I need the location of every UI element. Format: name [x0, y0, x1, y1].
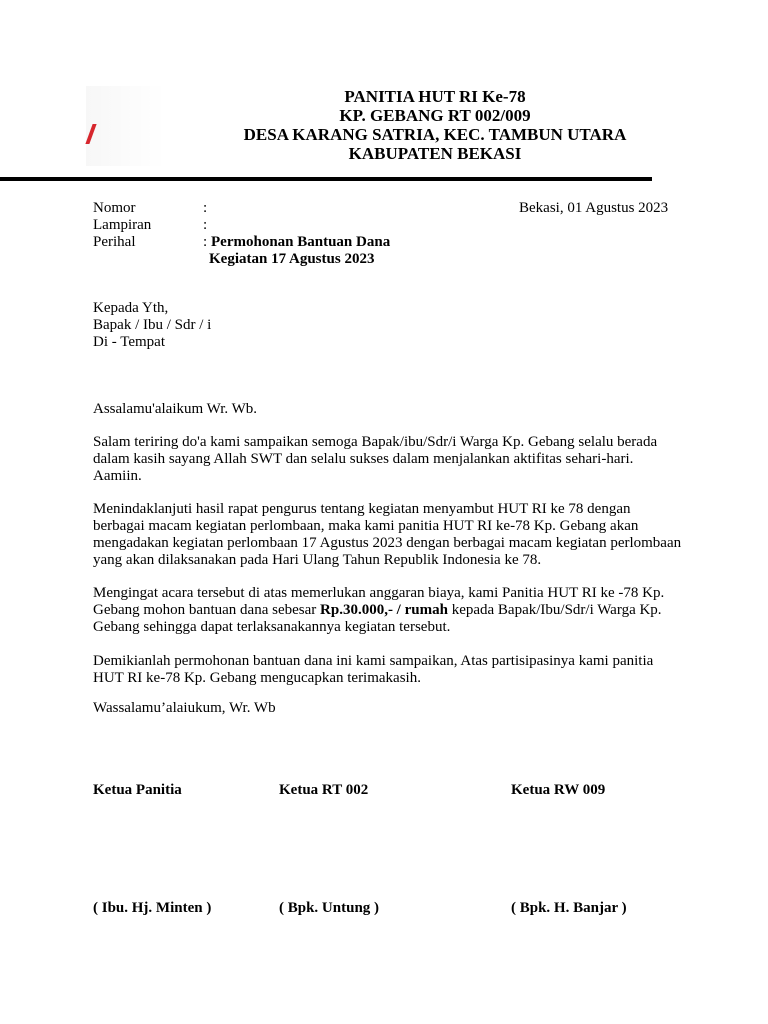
signature-name-rw: ( Bpk. H. Banjar ) [511, 900, 627, 916]
letterhead-line-3: DESA KARANG SATRIA, KEC. TAMBUN UTARA [243, 125, 627, 144]
logo-mark-icon [85, 124, 106, 144]
meta-lampiran [93, 217, 211, 234]
letterhead-line-1: PANITIA HUT RI Ke-78 [344, 87, 526, 106]
meta-perihal-cont [209, 251, 374, 268]
letterhead-line-2: KP. GEBANG RT 002/009 [339, 106, 531, 125]
meta-nomor [93, 200, 211, 217]
greeting: Assalamu'alaikum Wr. Wb. [93, 401, 258, 417]
perihal-line-1: Permohonan Bantuan Dana [211, 234, 391, 250]
nomor-colon: : [203, 200, 208, 216]
letterhead [200, 87, 670, 163]
paragraph-2: Menindaklanjuti hasil rapat pengurus tentang kegiatan menyambut HUT RI ke 78 dengan berbagai macam kegiatan perlombaan, maka kami panitia HUT RI ke-78 Kp. Gebang akan mengadakan kegiatan perlombaan 17 Agustus 2023 dengan berbagai macam kegiatan perlombaan yang akan dilaksanakan pada Hari Ulang Tahun Republik Indonesia ke 78. [93, 501, 682, 568]
signature-title-panitia: Ketua Panitia [93, 782, 182, 798]
letterhead-divider [0, 177, 652, 181]
signature-name-rt: ( Bpk. Untung ) [279, 900, 380, 916]
paragraph-4: Demikianlah permohonan bantuan dana ini kami sampaikan, Atas partisipasinya kami panitia HUT RI ke-78 Kp. Gebang mengucapkan terimakasih. [93, 653, 654, 686]
recipient-line-2: Bapak / Ibu / Sdr / i [93, 317, 212, 333]
letterhead-line-4: KABUPATEN BEKASI [348, 144, 522, 163]
paragraph-1: Salam teriring do'a kami sampaikan semoga Bapak/ibu/Sdr/i Warga Kp. Gebang selalu berada dalam kasih sayang Allah SWT dan selalu sukses dalam menjalankan aktifitas sehari-hari. Aamiin. [93, 434, 658, 484]
signature-title-rw: Ketua RW 009 [511, 782, 606, 798]
perihal-line-2: Kegiatan 17 Agustus 2023 [209, 251, 375, 267]
recipient-line-3: Di - Tempat [93, 334, 165, 350]
perihal-colon: : [203, 234, 208, 250]
paragraph-3-text-a: Mengingat acara tersebut di atas memerlukan anggaran biaya, kami Panitia HUT RI ke -78 Kp. Gebang mohon bantuan dana sebesar [93, 585, 665, 618]
signature-title-rt: Ketua RT 002 [279, 782, 369, 798]
nomor-label: Nomor [93, 200, 136, 216]
paragraph-3-text-b: kepada Bapak/Ibu/Sdr/i Warga Kp. Gebang sehingga dapat terlaksanakannya kegiatan tersebut. [93, 602, 662, 635]
perihal-label: Perihal [93, 234, 136, 250]
recipient-line-1: Kepada Yth, [93, 300, 169, 316]
signature-name-panitia: ( Ibu. Hj. Minten ) [93, 900, 212, 916]
donation-amount: Rp.30.000,- / rumah [320, 602, 448, 618]
lampiran-colon: : [203, 217, 208, 233]
meta-perihal [93, 234, 390, 251]
paragraph-3 [93, 585, 683, 636]
letter-date: Bekasi, 01 Agustus 2023 [519, 200, 669, 216]
lampiran-label: Lampiran [93, 217, 152, 233]
logo [86, 86, 166, 166]
recipient [93, 300, 683, 351]
closing: Wassalamu’alaiukum, Wr. Wb [93, 700, 276, 716]
